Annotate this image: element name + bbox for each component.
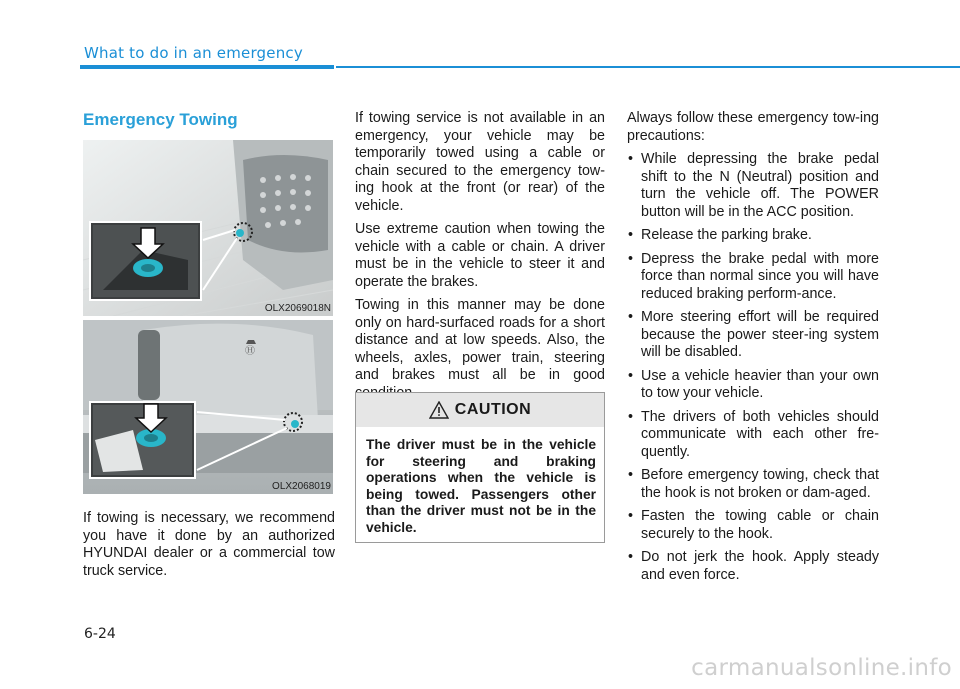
list-item: • Depress the brake pedal with more force than normal since you will have reduced braking perform-ance. <box>627 251 879 304</box>
svg-text:Ⓗ: Ⓗ <box>245 346 255 357</box>
rear-tow-hook-figure <box>83 320 333 494</box>
column-2 <box>355 110 605 408</box>
column-3 <box>627 110 879 590</box>
list-item: • Release the parking brake. <box>627 227 879 245</box>
watermark: carmanualsonline.info <box>691 655 952 681</box>
header-rule-thick <box>80 65 334 69</box>
intro-paragraph: If towing is necessary, we recommend you have it done by an authorized HYUNDAI dealer or a commercial tow truck service. <box>83 510 335 579</box>
list-item: • While depressing the brake pedal shift to the N (Neutral) position and turn the vehicle off. The POWER button will be in the ACC position. <box>627 151 879 221</box>
figure-code-front: OLX2069018N <box>264 303 331 314</box>
paragraph-1: If towing service is not available in an emergency, your vehicle may be temporarily towed using a cable or chain secured to the emergency tow-ing hook at the front (or rear) of the vehicle. <box>355 110 605 214</box>
paragraph-3: Towing in this manner may be done only on hard-surfaced roads for a short distance and at low speeds. Also, the wheels, axles, power train, steering and brakes must all be in good <box>355 297 605 383</box>
front-tow-hook-figure <box>83 140 333 316</box>
front-tow-hook-illustration <box>83 140 333 316</box>
figure-code-rear: OLX2068019 <box>272 481 331 492</box>
list-item: • Do not jerk the hook. Apply steady and even force. <box>627 549 879 584</box>
list-item: • Fasten the towing cable or chain securely to the hook. <box>627 508 879 543</box>
precautions-list <box>627 151 879 584</box>
warning-triangle-icon <box>429 401 449 419</box>
list-item: • The drivers of both vehicles should communicate with each other fre-quently. <box>627 409 879 462</box>
caution-label: CAUTION <box>454 401 532 418</box>
paragraph-2: Use extreme caution when towing the vehicle with a cable or chain. A driver must be in the vehicle to steer it and operate the brakes. <box>355 221 605 290</box>
rear-tow-hook-illustration <box>83 320 333 494</box>
list-item: • Use a vehicle heavier than your own to tow your vehicle. <box>627 368 879 403</box>
page-heading: Emergency Towing <box>83 110 238 129</box>
precautions-intro: Always follow these emergency tow-ing precautions: <box>627 110 879 144</box>
header-rule-thin <box>336 66 960 68</box>
caution-header <box>356 393 604 427</box>
section-title: What to do in an emergency <box>84 44 303 62</box>
list-item: • Before emergency towing, check that the hook is not broken or dam-aged. <box>627 467 879 502</box>
list-item: • More steering effort will be required because the power steer-ing system will be disabled. <box>627 309 879 362</box>
caution-box <box>355 392 605 543</box>
column-1 <box>83 110 335 586</box>
caution-text: The driver must be in the vehicle for steering and braking operations when the vehicle is being towed. Passengers other than the driver must not be in the vehicle. <box>366 437 596 535</box>
page-number: 6-24 <box>84 626 116 642</box>
